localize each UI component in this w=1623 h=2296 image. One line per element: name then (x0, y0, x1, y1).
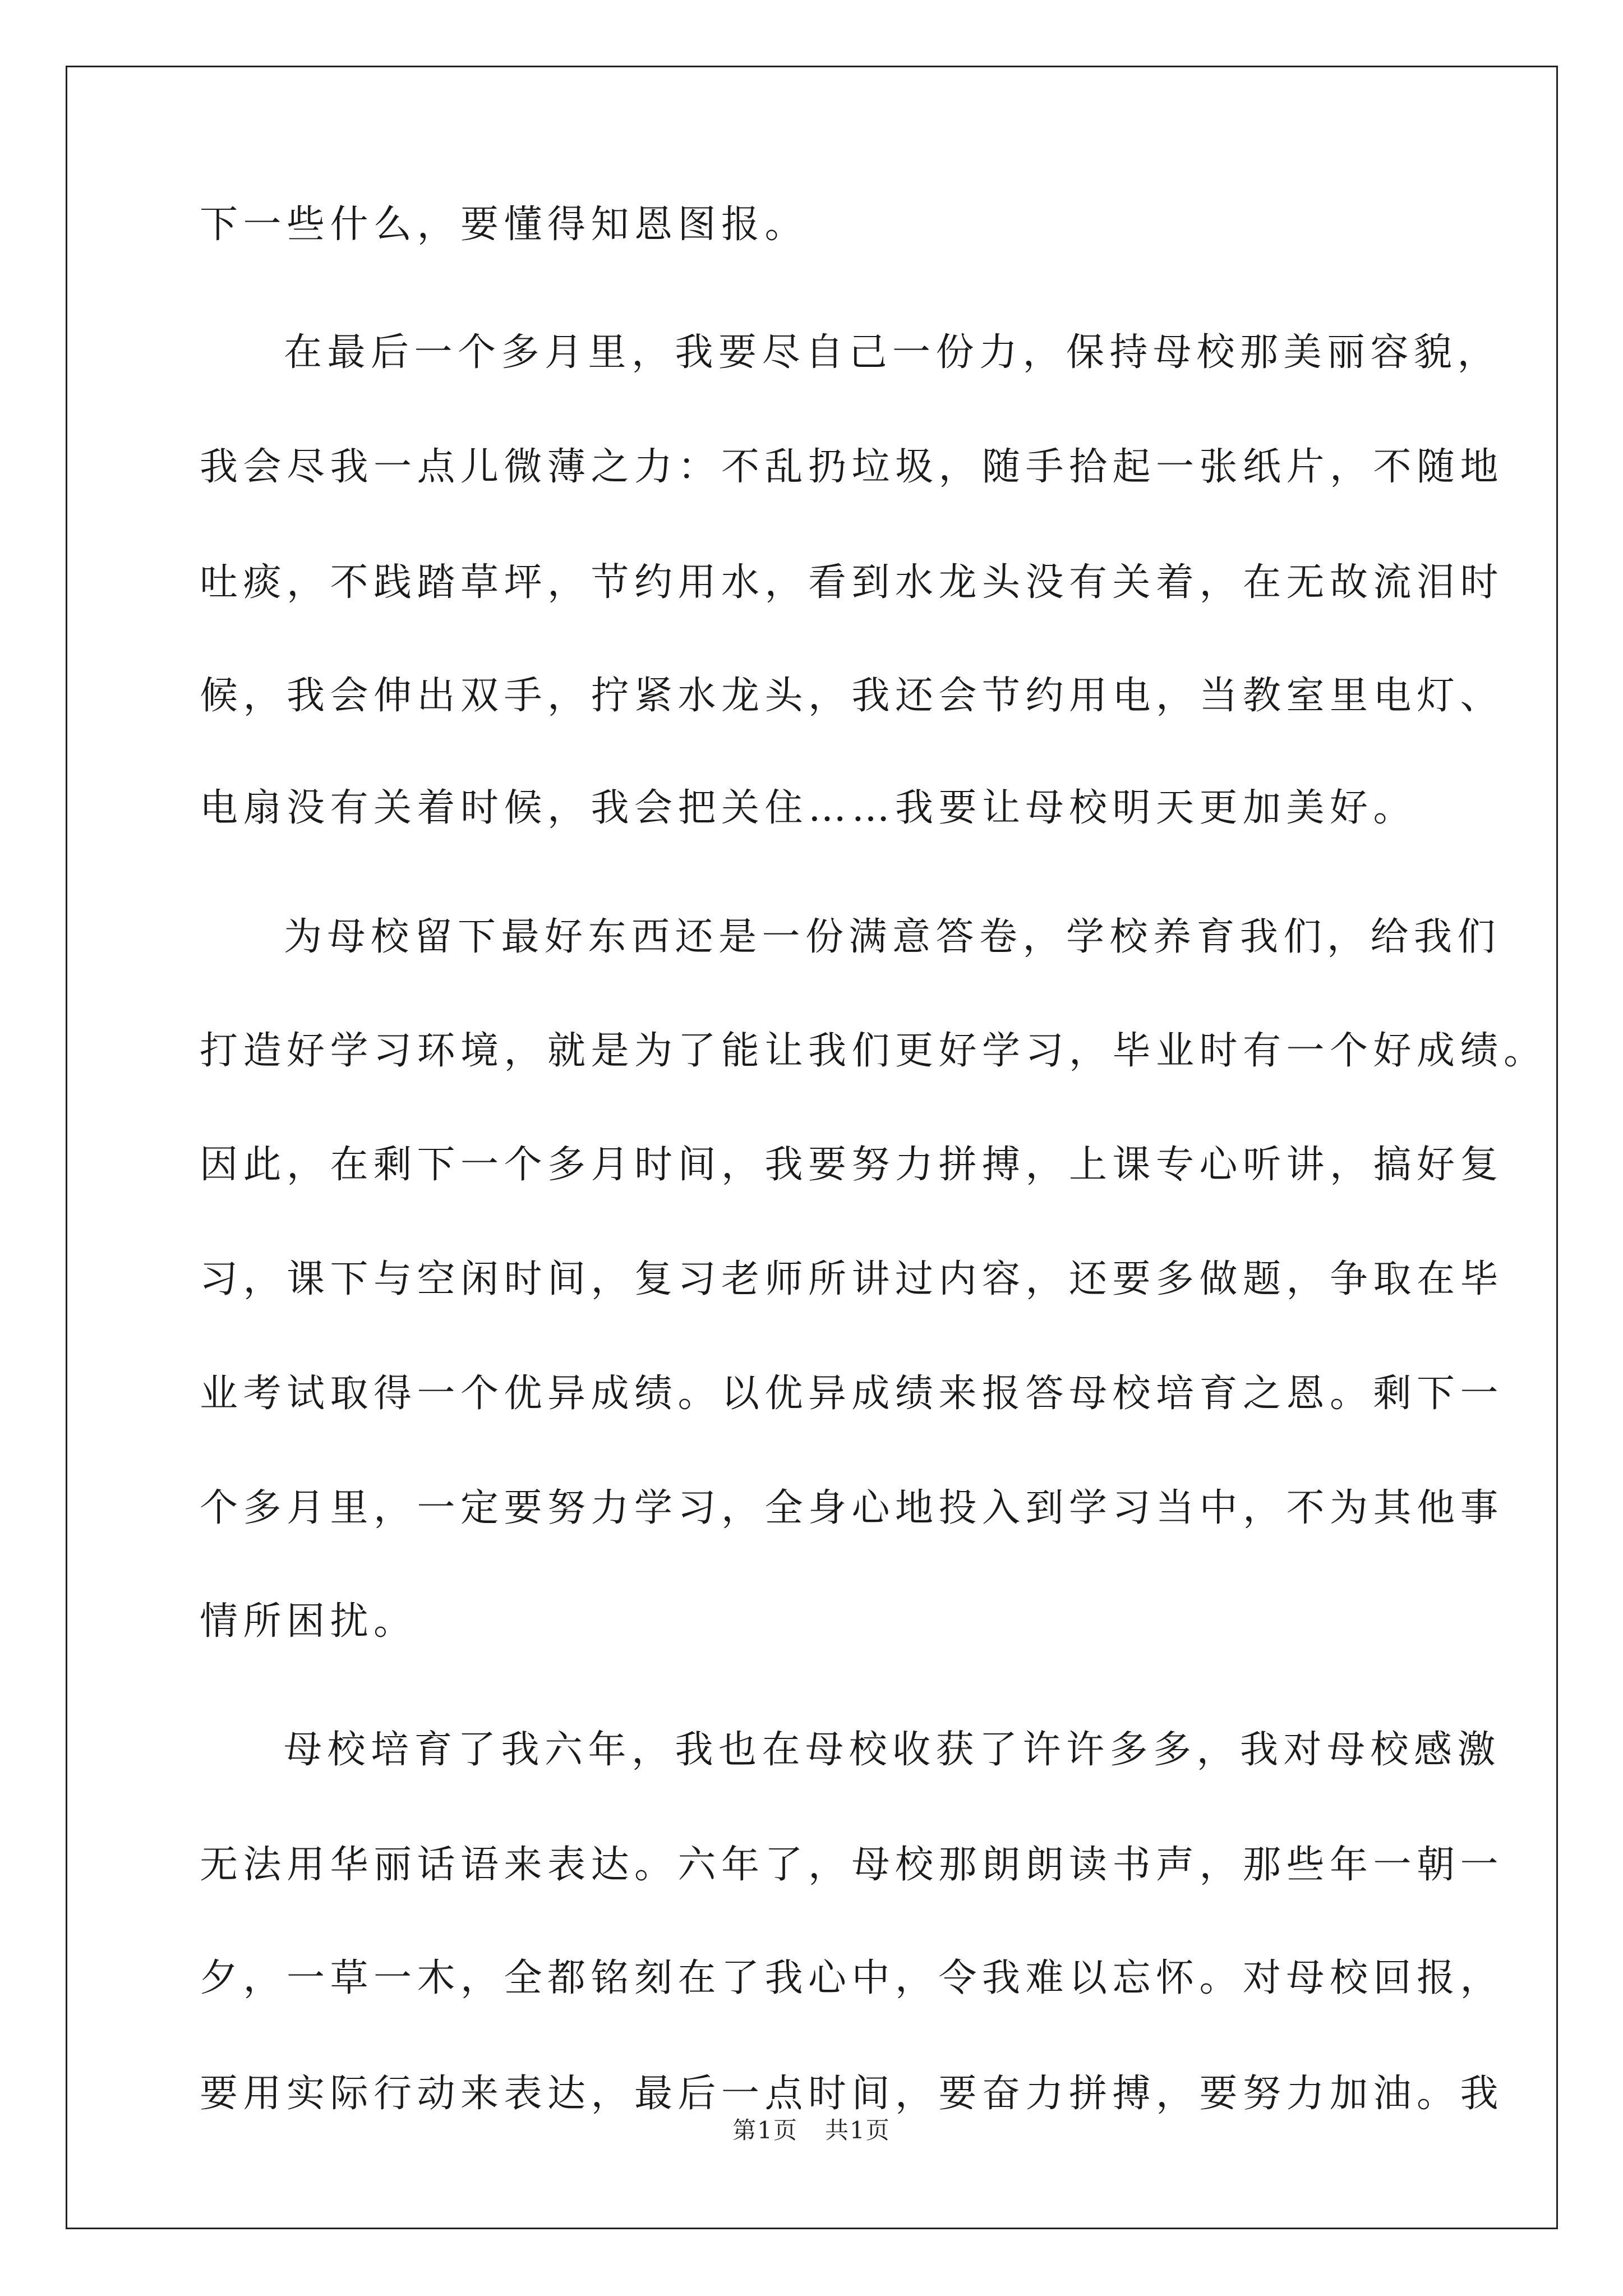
text-line: 下一些什么，要懂得知恩图报。 (200, 203, 809, 247)
page-footer (0, 2114, 1623, 2147)
text-line: 因此，在剩下一个多月时间，我要努力拼搏，上课专心听讲，搞好复 (200, 1143, 1504, 1187)
text-line: 要用实际行动来表达，最后一点时间，要奋力拼搏，要努力加油。我 (200, 2072, 1504, 2116)
text-line: 业考试取得一个优异成绩。以优异成绩来报答母校培育之恩。剩下一 (200, 1372, 1504, 1416)
text-line: 习，课下与空闲时间，复习老师所讲过内容，还要多做题，争取在毕 (200, 1257, 1504, 1301)
text-line: 个多月里，一定要努力学习，全身心地投入到学习当中，不为其他事 (200, 1486, 1504, 1530)
text-line: 电扇没有关着时候，我会把关住……我要让母校明天更加美好。 (200, 786, 1417, 830)
paragraph-first-line: 在最后一个多月里，我要尽自己一份力，保持母校那美丽容貌， (284, 330, 1501, 375)
text-line: 情所困扰。 (200, 1599, 417, 1644)
text-line: 候，我会伸出双手，拧紧水龙头，我还会节约用电，当教室里电灯、 (200, 674, 1504, 718)
text-line: 打造好学习环境，就是为了能让我们更好学习，毕业时有一个好成绩。 (200, 1029, 1547, 1073)
text-line: 无法用华丽话语来表达。六年了，母校那朗朗读书声，那些年一朝一 (200, 1843, 1504, 1887)
text-line: 吐痰，不践踏草坪，节约用水，看到水龙头没有关着，在无故流泪时 (200, 560, 1504, 605)
paragraph-first-line: 母校培育了我六年，我也在母校收获了许许多多，我对母校感激 (284, 1728, 1501, 1772)
page-total: 共1页 (825, 2116, 891, 2144)
page-number: 第1页 (732, 2116, 798, 2144)
text-line: 夕，一草一木，全都铭刻在了我心中，令我难以忘怀。对母校回报， (200, 1956, 1504, 2000)
text-line: 我会尽我一点儿微薄之力：不乱扔垃圾，随手拾起一张纸片，不随地 (200, 445, 1504, 489)
paragraph-first-line: 为母校留下最好东西还是一份满意答卷，学校养育我们，给我们 (284, 915, 1501, 959)
